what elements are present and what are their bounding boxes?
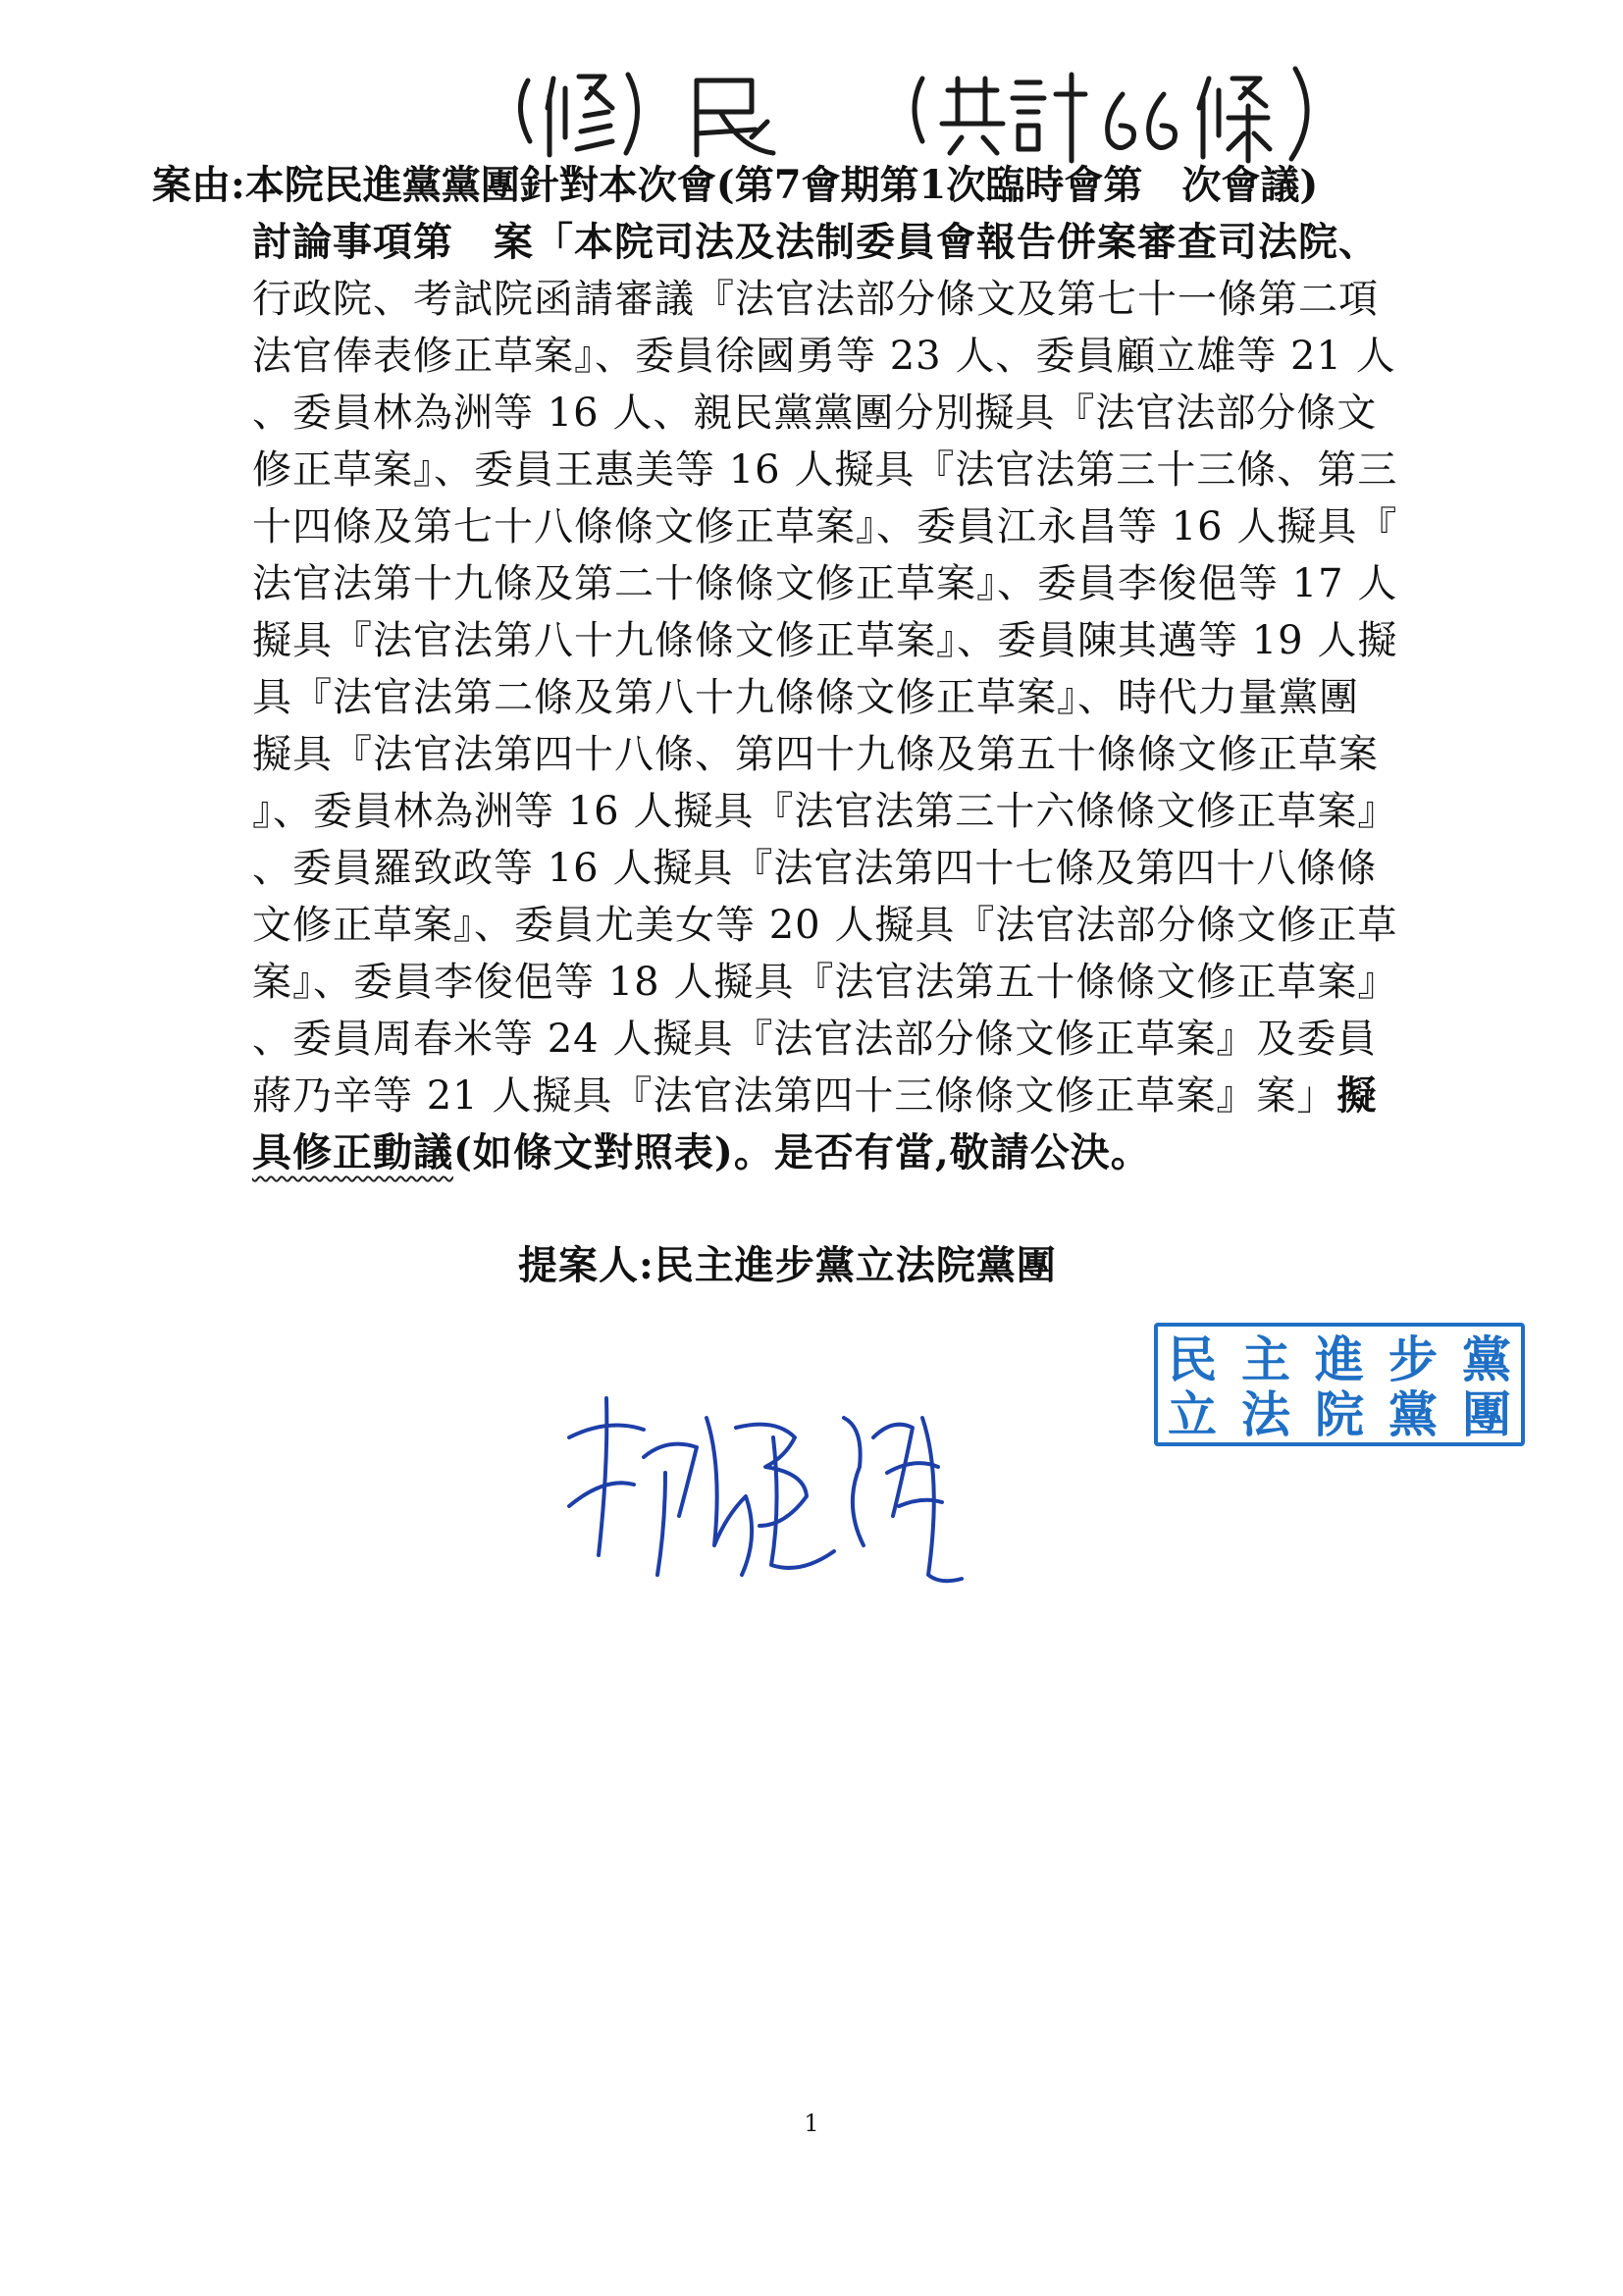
stamp-char: 院 <box>1315 1386 1364 1443</box>
signature-drawing <box>550 1379 981 1614</box>
motion-line-4: 、委員林為洲等 16 人、親民黨黨團分別擬具『法官法部分條文 <box>252 391 1378 436</box>
motion-line-1 <box>252 214 1487 271</box>
motion-first-row <box>152 157 1487 214</box>
motion-line-15: 、委員周春米等 24 人擬具『法官法部分條文修正草案』及委員 <box>252 1017 1378 1062</box>
stamp-char: 黨 <box>1462 1331 1511 1388</box>
stamp-char: 民 <box>1168 1331 1217 1388</box>
motion-line-3: 法官俸表修正草案』、委員徐國勇等 23 人、委員顧立雄等 21 人 <box>252 334 1396 379</box>
motion-line-9: 具『法官法第二條及第八十九條條文修正草案』、時代力量黨團 <box>252 675 1359 720</box>
motion-line-16-main: 蔣乃辛等 21 人擬具『法官法第四十三條條文修正草案』案」 <box>252 1073 1337 1119</box>
motion-amendment-highlight: 具修正動議 <box>252 1129 453 1175</box>
party-caucus-stamp <box>1154 1323 1525 1446</box>
stamp-char: 黨 <box>1388 1386 1438 1443</box>
handwritten-signature <box>550 1379 981 1614</box>
stamp-char: 進 <box>1315 1331 1364 1388</box>
case-label: 案由: <box>152 162 245 208</box>
motion-first-line: 本院民進黨黨團針對本次會(第7會期第1次臨時會第 次會議) <box>244 162 1319 208</box>
motion-text-block <box>152 157 1487 1181</box>
stamp-char: 主 <box>1241 1331 1290 1388</box>
motion-line-12: 、委員羅致政等 16 人擬具『法官法第四十七條及第四十八條條 <box>252 846 1378 891</box>
stamp-row-2 <box>1168 1387 1511 1442</box>
motion-line-10: 擬具『法官法第四十八條、第四十九條及第五十條條文修正草案 <box>252 732 1379 777</box>
motion-line-16 <box>252 1068 1487 1124</box>
stamp-char: 步 <box>1388 1331 1438 1388</box>
motion-body <box>252 214 1487 1181</box>
motion-line-17 <box>252 1124 1487 1181</box>
motion-line-11: 』、委員林為洲等 16 人擬具『法官法第三十六條條文修正草案』 <box>252 789 1398 834</box>
stamp-char: 團 <box>1462 1386 1511 1443</box>
proposer-line: 提案人:民主進步黨立法院黨團 <box>518 1242 1057 1288</box>
motion-line-6: 十四條及第七十八條條文修正草案』、委員江永昌等 16 人擬具『 <box>252 504 1398 549</box>
motion-line-13: 文修正草案』、委員尤美女等 20 人擬具『法官法部分條文修正草 <box>252 903 1398 948</box>
stamp-char: 法 <box>1241 1386 1290 1443</box>
motion-line-14: 案』、委員李俊俋等 18 人擬具『法官法第五十條條文修正草案』 <box>252 960 1398 1005</box>
motion-line-8: 擬具『法官法第八十九條條文修正草案』、委員陳其邁等 19 人擬 <box>252 618 1398 663</box>
stamp-row-1 <box>1168 1332 1511 1387</box>
motion-line-7: 法官法第十九條及第二十條條文修正草案』、委員李俊俋等 17 人 <box>252 561 1398 606</box>
motion-line-5: 修正草案』、委員王惠美等 16 人擬具『法官法第三十三條、第三 <box>252 447 1398 493</box>
motion-line-17-rest: (如條文對照表)。是否有當,敬請公決。 <box>453 1129 1151 1175</box>
stamp-char: 立 <box>1168 1386 1217 1443</box>
motion-line-1-text: 討論事項第 案「本院司法及法制委員會報告併案審查司法院、 <box>252 219 1379 265</box>
motion-line-16-bold: 擬 <box>1336 1072 1378 1119</box>
motion-line-2: 行政院、考試院函請審議『法官法部分條文及第七十一條第二項 <box>252 277 1379 322</box>
page-number: 1 <box>804 2110 819 2137</box>
